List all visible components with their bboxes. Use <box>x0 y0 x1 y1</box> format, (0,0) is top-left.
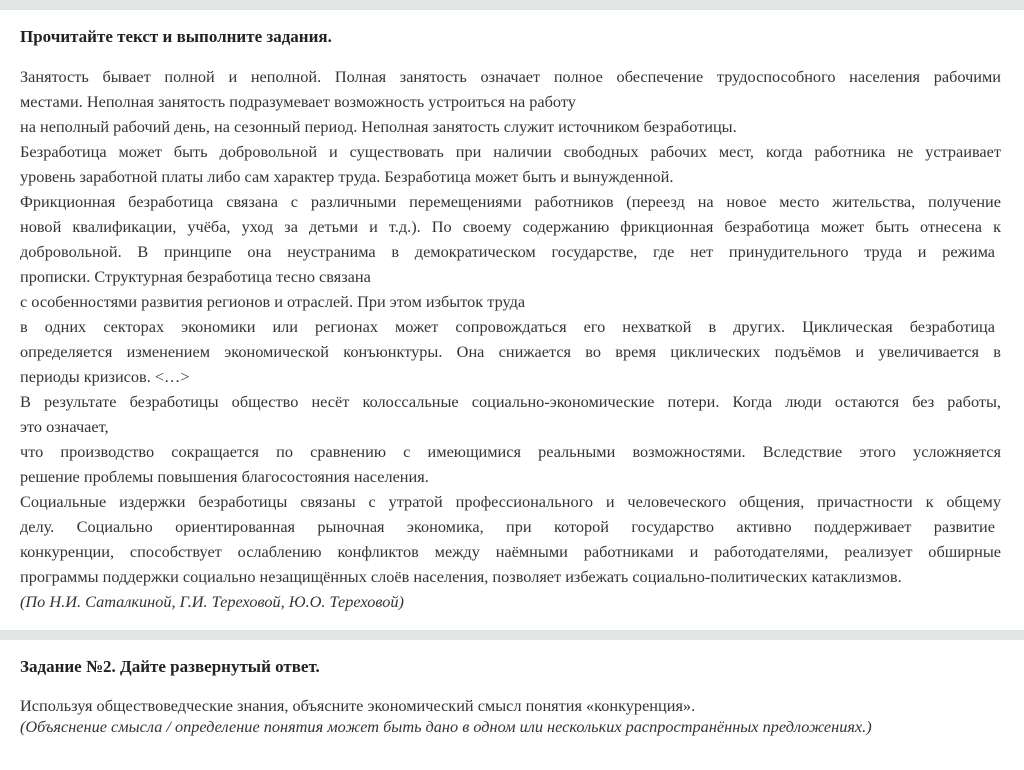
task-question: Используя обществоведческие знания, объясните экономический смысл понятия «конкуренция». <box>20 696 696 715</box>
text-line: прописки. Структурная безработица тесно связана <box>20 267 371 286</box>
text-line: уровень заработной платы либо сам характер труда. Безработица может быть и вынужденной. <box>20 167 674 186</box>
text-line: что производство сокращается по сравнению с имеющимися реальными возможностями. Вследствие этого усложняется <box>20 442 1001 461</box>
text-line: с особенностями развития регионов и отраслей. При этом избыток труда <box>20 292 526 311</box>
text-line: новой квалификации, учёба, уход за детьми и т.д.). По своему содержанию фрикционная безработица может быть отнесена к <box>20 217 1001 236</box>
text-line: Фрикционная безработица связана с различными перемещениями работников (переезд на новое место жительства, получение <box>20 192 1001 211</box>
text-line: в одних секторах экономики или регионах может сопровождаться его нехваткой в других. Циклическая безработица <box>20 317 995 336</box>
text-line: В результате безработицы общество несёт колоссальные социально-экономические потери. Когда люди остаются без работы, <box>20 392 1001 411</box>
text-line: конкуренции, способствует ослаблению конфликтов между наёмными работниками и работодателями, реализует обширные <box>20 542 1001 561</box>
text-line: на неполный рабочий день, на сезонный период. Неполная занятость служит источником безработицы. <box>20 117 737 136</box>
text-line: определяется изменением экономической конъюнктуры. Она снижается во время циклических подъёмов и увеличивается в <box>20 342 1001 361</box>
text-line: решение проблемы повышения благосостояния населения. <box>20 467 429 486</box>
text-line: местами. Неполная занятость подразумевает возможность устроиться на работу <box>20 92 576 111</box>
text-line: делу. Социально ориентированная рыночная экономика, при которой государство активно поддерживает развитие <box>20 517 995 536</box>
text-line: это означает, <box>20 417 109 436</box>
section-title: Прочитайте текст и выполните задания. <box>20 27 332 46</box>
text-line: добровольной. В принципе она неустранима в демократическом государстве, где нет принудительного труда и режима <box>20 242 995 261</box>
text-line: Социальные издержки безработицы связаны с утратой профессионального и человеческого общения, причастности к общему <box>20 492 1001 511</box>
text-line: программы поддержки социально незащищённых слоёв населения, позволяет избежать социально-политических катаклизмов. <box>20 567 902 586</box>
task-text <box>20 695 1001 737</box>
reading-text-panel <box>0 10 1024 630</box>
text-line: периоды кризисов. <…> <box>20 367 190 386</box>
reading-text <box>20 64 1001 614</box>
task-hint: (Объяснение смысла / определение понятия может быть дано в одном или нескольких распространённых предложениях.) <box>20 717 872 736</box>
task-panel <box>0 640 1024 770</box>
source-citation: (По Н.И. Саталкиной, Г.И. Тереховой, Ю.О. Тереховой) <box>20 592 404 611</box>
text-line: Занятость бывает полной и неполной. Полная занятость означает полное обеспечение трудоспособного населения рабочими <box>20 67 1001 86</box>
text-line: Безработица может быть добровольной и существовать при наличии свободных рабочих мест, когда работника не устраивает <box>20 142 1001 161</box>
task-title: Задание №2. Дайте развернутый ответ. <box>20 657 320 676</box>
